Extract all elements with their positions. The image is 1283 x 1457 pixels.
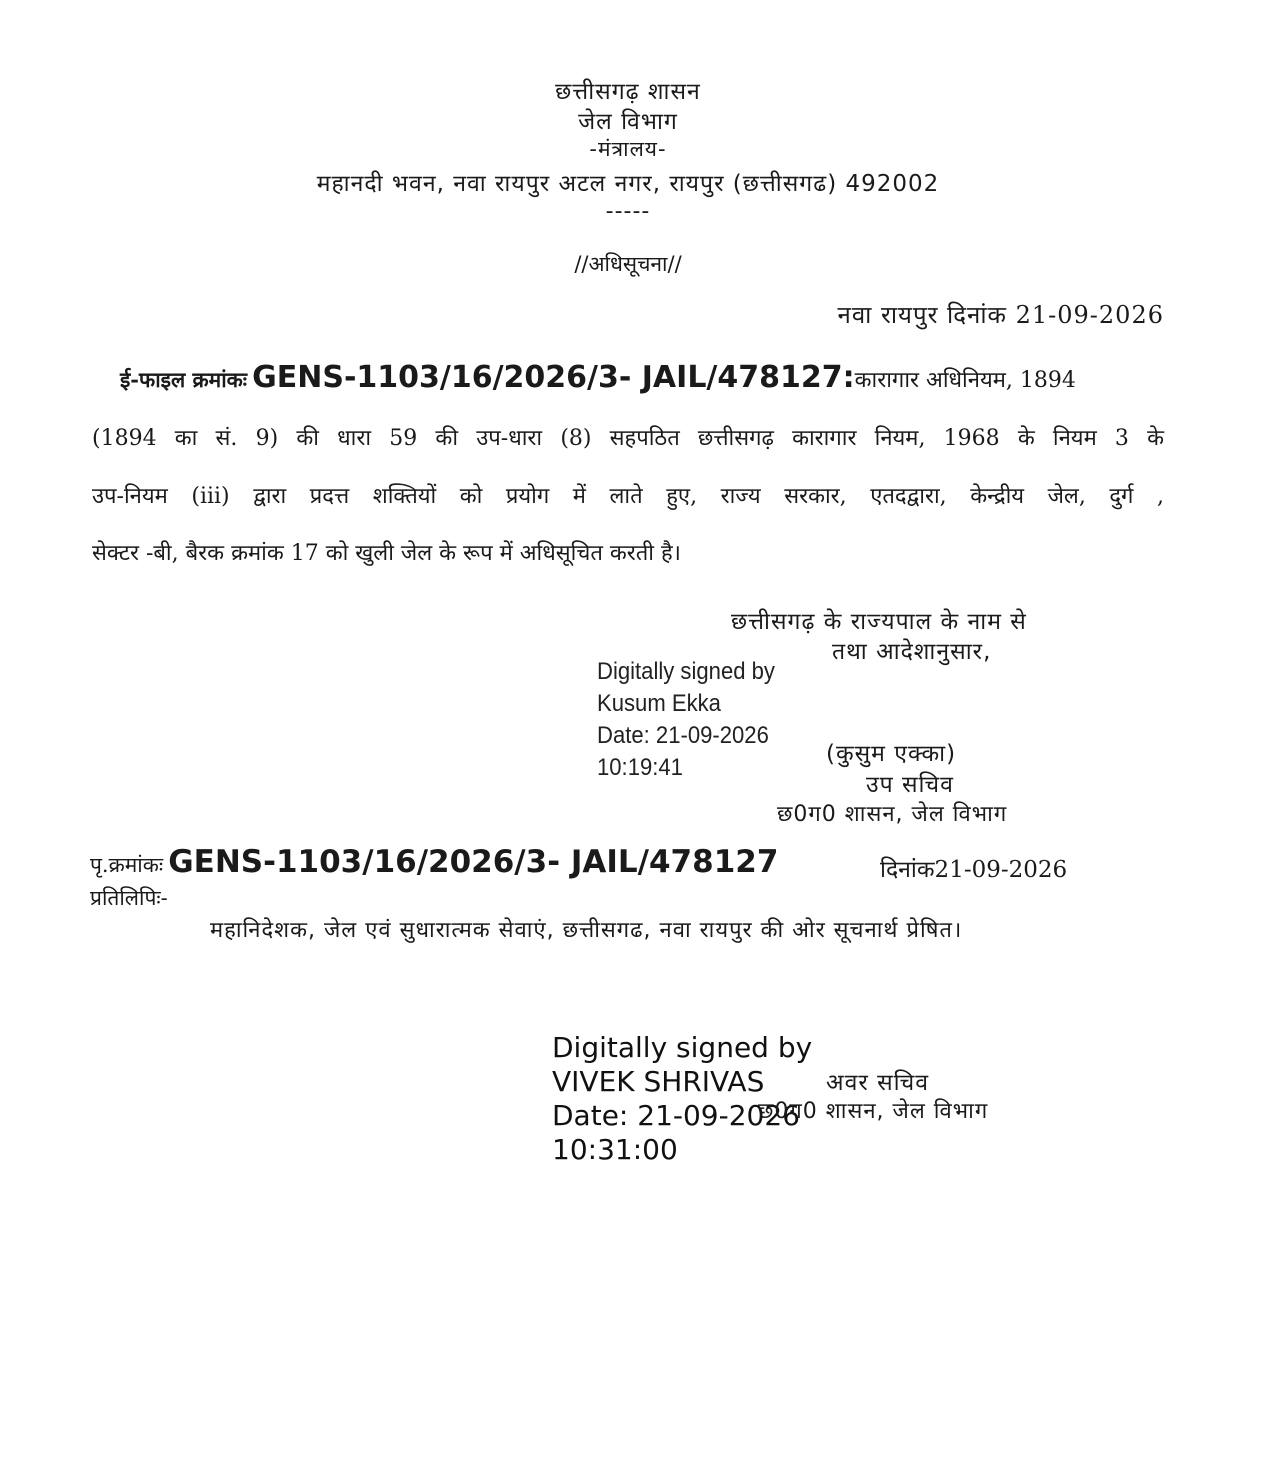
dateline: नवा रायपुर दिनांक 21-09-2026: [837, 301, 1164, 329]
efile-number-line: [120, 360, 1076, 395]
efile-label: ई-फाइल क्रमांकः: [120, 367, 248, 392]
paragraph-line-4: सेक्टर -बी, बैरक क्रमांक 17 को खुली जेल के रूप में अधिसूचित करती है।: [92, 541, 681, 566]
digital-sign-time: 10:31:00: [552, 1133, 678, 1166]
govt-name: छत्तीसगढ़ शासन: [555, 79, 701, 105]
endorsement-number-line: [90, 844, 778, 880]
digital-sign-name: Kusum Ekka: [597, 690, 721, 717]
paragraph-line-1: कारागार अधिनियम, 1894: [854, 368, 1076, 393]
endorsement-date: दिनांक21-09-2026: [880, 857, 1068, 883]
office-address: महानदी भवन, नवा रायपुर अटल नगर, रायपुर (छत्तीसगढ) 492002: [316, 171, 940, 197]
endorsement-label: पृ.क्रमांकः: [90, 853, 164, 877]
authority-line-1: छत्तीसगढ़ के राज्यपाल के नाम से: [731, 609, 1027, 635]
authority-line-2: तथा आदेशानुसार,: [832, 639, 992, 665]
digital-sign-date: Date: 21-09-2026: [552, 1099, 800, 1132]
signatory-office: छ0ग0 शासन, जेल विभाग: [777, 802, 1008, 827]
digital-sign-line: Digitally signed by: [597, 658, 775, 685]
digital-sign-time: 10:19:41: [597, 754, 683, 781]
signatory2-office: छ0ग0 शासन, जेल विभाग: [758, 1099, 989, 1124]
ministry-label: -मंत्रालय-: [589, 137, 667, 161]
digital-signature-kusum: [597, 656, 775, 784]
paragraph-line-2: (1894 का सं. 9) की धारा 59 की उप-धारा (8) सहपठित छत्तीसगढ़ कारागार नियम, 1968 के नियम 3 के: [92, 426, 1164, 451]
copy-recipient: महानिदेशक, जेल एवं सुधारात्मक सेवाएं, छत्तीसगढ, नवा रायपुर की ओर सूचनार्थ प्रेषित।: [210, 918, 963, 943]
notification-title: //अधिसूचना//: [574, 252, 682, 276]
endorsement-number: GENS-1103/16/2026/3- JAIL/478127: [168, 844, 779, 880]
digital-sign-line: Digitally signed by: [552, 1031, 813, 1064]
signatory-designation: उप सचिव: [866, 772, 954, 798]
copy-label: प्रतिलिपिः-: [90, 886, 168, 910]
efile-number: GENS-1103/16/2026/3- JAIL/478127:: [252, 360, 855, 395]
department-name: जेल विभाग: [578, 109, 678, 135]
digital-sign-name: VIVEK SHRIVAS: [552, 1065, 765, 1098]
signatory2-designation: अवर सचिव: [826, 1070, 929, 1096]
paragraph-line-3: उप-नियम (iii) द्वारा प्रदत्त शक्तियों को प्रयोग में लाते हुए, राज्य सरकार, एतदद्वारा, केन्द्रीय जेल, दुर्ग ,: [92, 484, 1164, 509]
digital-sign-date: Date: 21-09-2026: [597, 722, 769, 749]
header-rule: -----: [605, 199, 651, 224]
signatory-name: (कुसुम एक्का): [826, 741, 957, 767]
